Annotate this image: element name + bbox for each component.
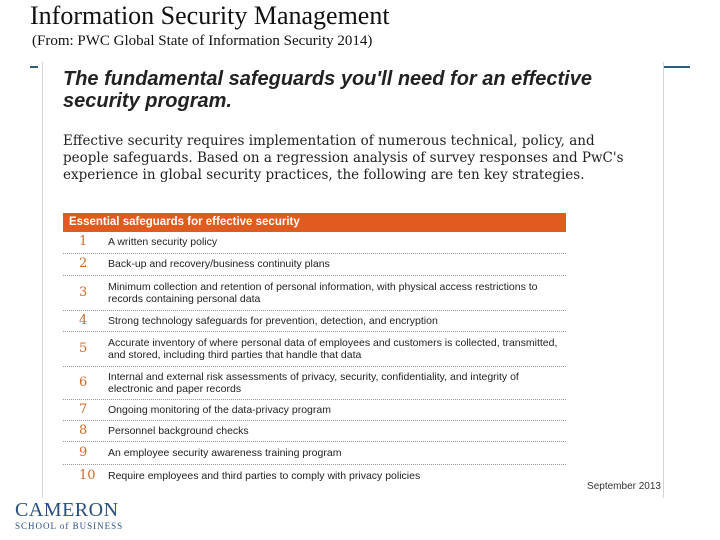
accent-rule-right [664, 66, 690, 68]
table-row [63, 421, 566, 442]
table-row [63, 254, 566, 276]
row-text: Internal and external risk assessments of privacy, security, confidentiality, and integrity of electronic and paper records [108, 370, 519, 395]
row-number: 5 [79, 340, 88, 356]
row-text: A written security policy [108, 236, 218, 249]
table-row [63, 232, 566, 254]
table-row [63, 465, 566, 487]
accent-rule-left [30, 66, 38, 68]
row-number: 6 [79, 374, 88, 390]
row-number: 4 [79, 312, 88, 328]
logo-subtitle: SCHOOL of BUSINESS [15, 521, 124, 531]
table-row [63, 276, 566, 311]
cameron-logo [15, 500, 123, 532]
slide-subtitle: (From: PWC Global State of Information Security 2014) [32, 33, 373, 49]
row-number: 8 [79, 422, 88, 438]
row-number: 1 [79, 234, 88, 250]
row-text: Personnel background checks [108, 424, 249, 437]
row-text: Ongoing monitoring of the data-privacy program [108, 403, 331, 416]
figure-headline: The fundamental safeguards you'll need for an effective security program. [63, 68, 592, 112]
row-text: Minimum collection and retention of personal information, with physical access restrictions to records containing personal data [108, 280, 538, 305]
row-text: Strong technology safeguards for prevention, detection, and encryption [108, 314, 438, 327]
pwc-figure [42, 62, 664, 498]
figure-date: September 2013 [587, 481, 661, 492]
row-number: 3 [79, 284, 88, 300]
row-number: 10 [79, 467, 96, 483]
table-row [63, 400, 566, 421]
safeguards-table [63, 213, 566, 487]
row-text: An employee security awareness training program [108, 446, 342, 459]
row-number: 9 [79, 444, 88, 460]
row-text: Require employees and third parties to comply with privacy policies [108, 469, 421, 482]
row-number: 7 [79, 401, 88, 417]
figure-body: Effective security requires implementation of numerous technical, policy, and people safeguards. Based on a regression analysis of survey responses and PwC's experience in global security practices, the following are ten key strategies. [63, 133, 624, 183]
safeguards-table-header: Essential safeguards for effective security [63, 213, 566, 232]
table-row [63, 332, 566, 367]
table-row [63, 311, 566, 332]
row-text: Back-up and recovery/business continuity plans [108, 258, 330, 271]
table-row [63, 367, 566, 400]
row-number: 2 [79, 256, 88, 272]
table-row [63, 442, 566, 465]
slide-title: Information Security Management [30, 1, 390, 30]
row-text: Accurate inventory of where personal data of employees and customers is collected, transmitted, and stored, including third parties that handle that data [108, 336, 558, 361]
logo-name: CAMERON [15, 499, 119, 521]
